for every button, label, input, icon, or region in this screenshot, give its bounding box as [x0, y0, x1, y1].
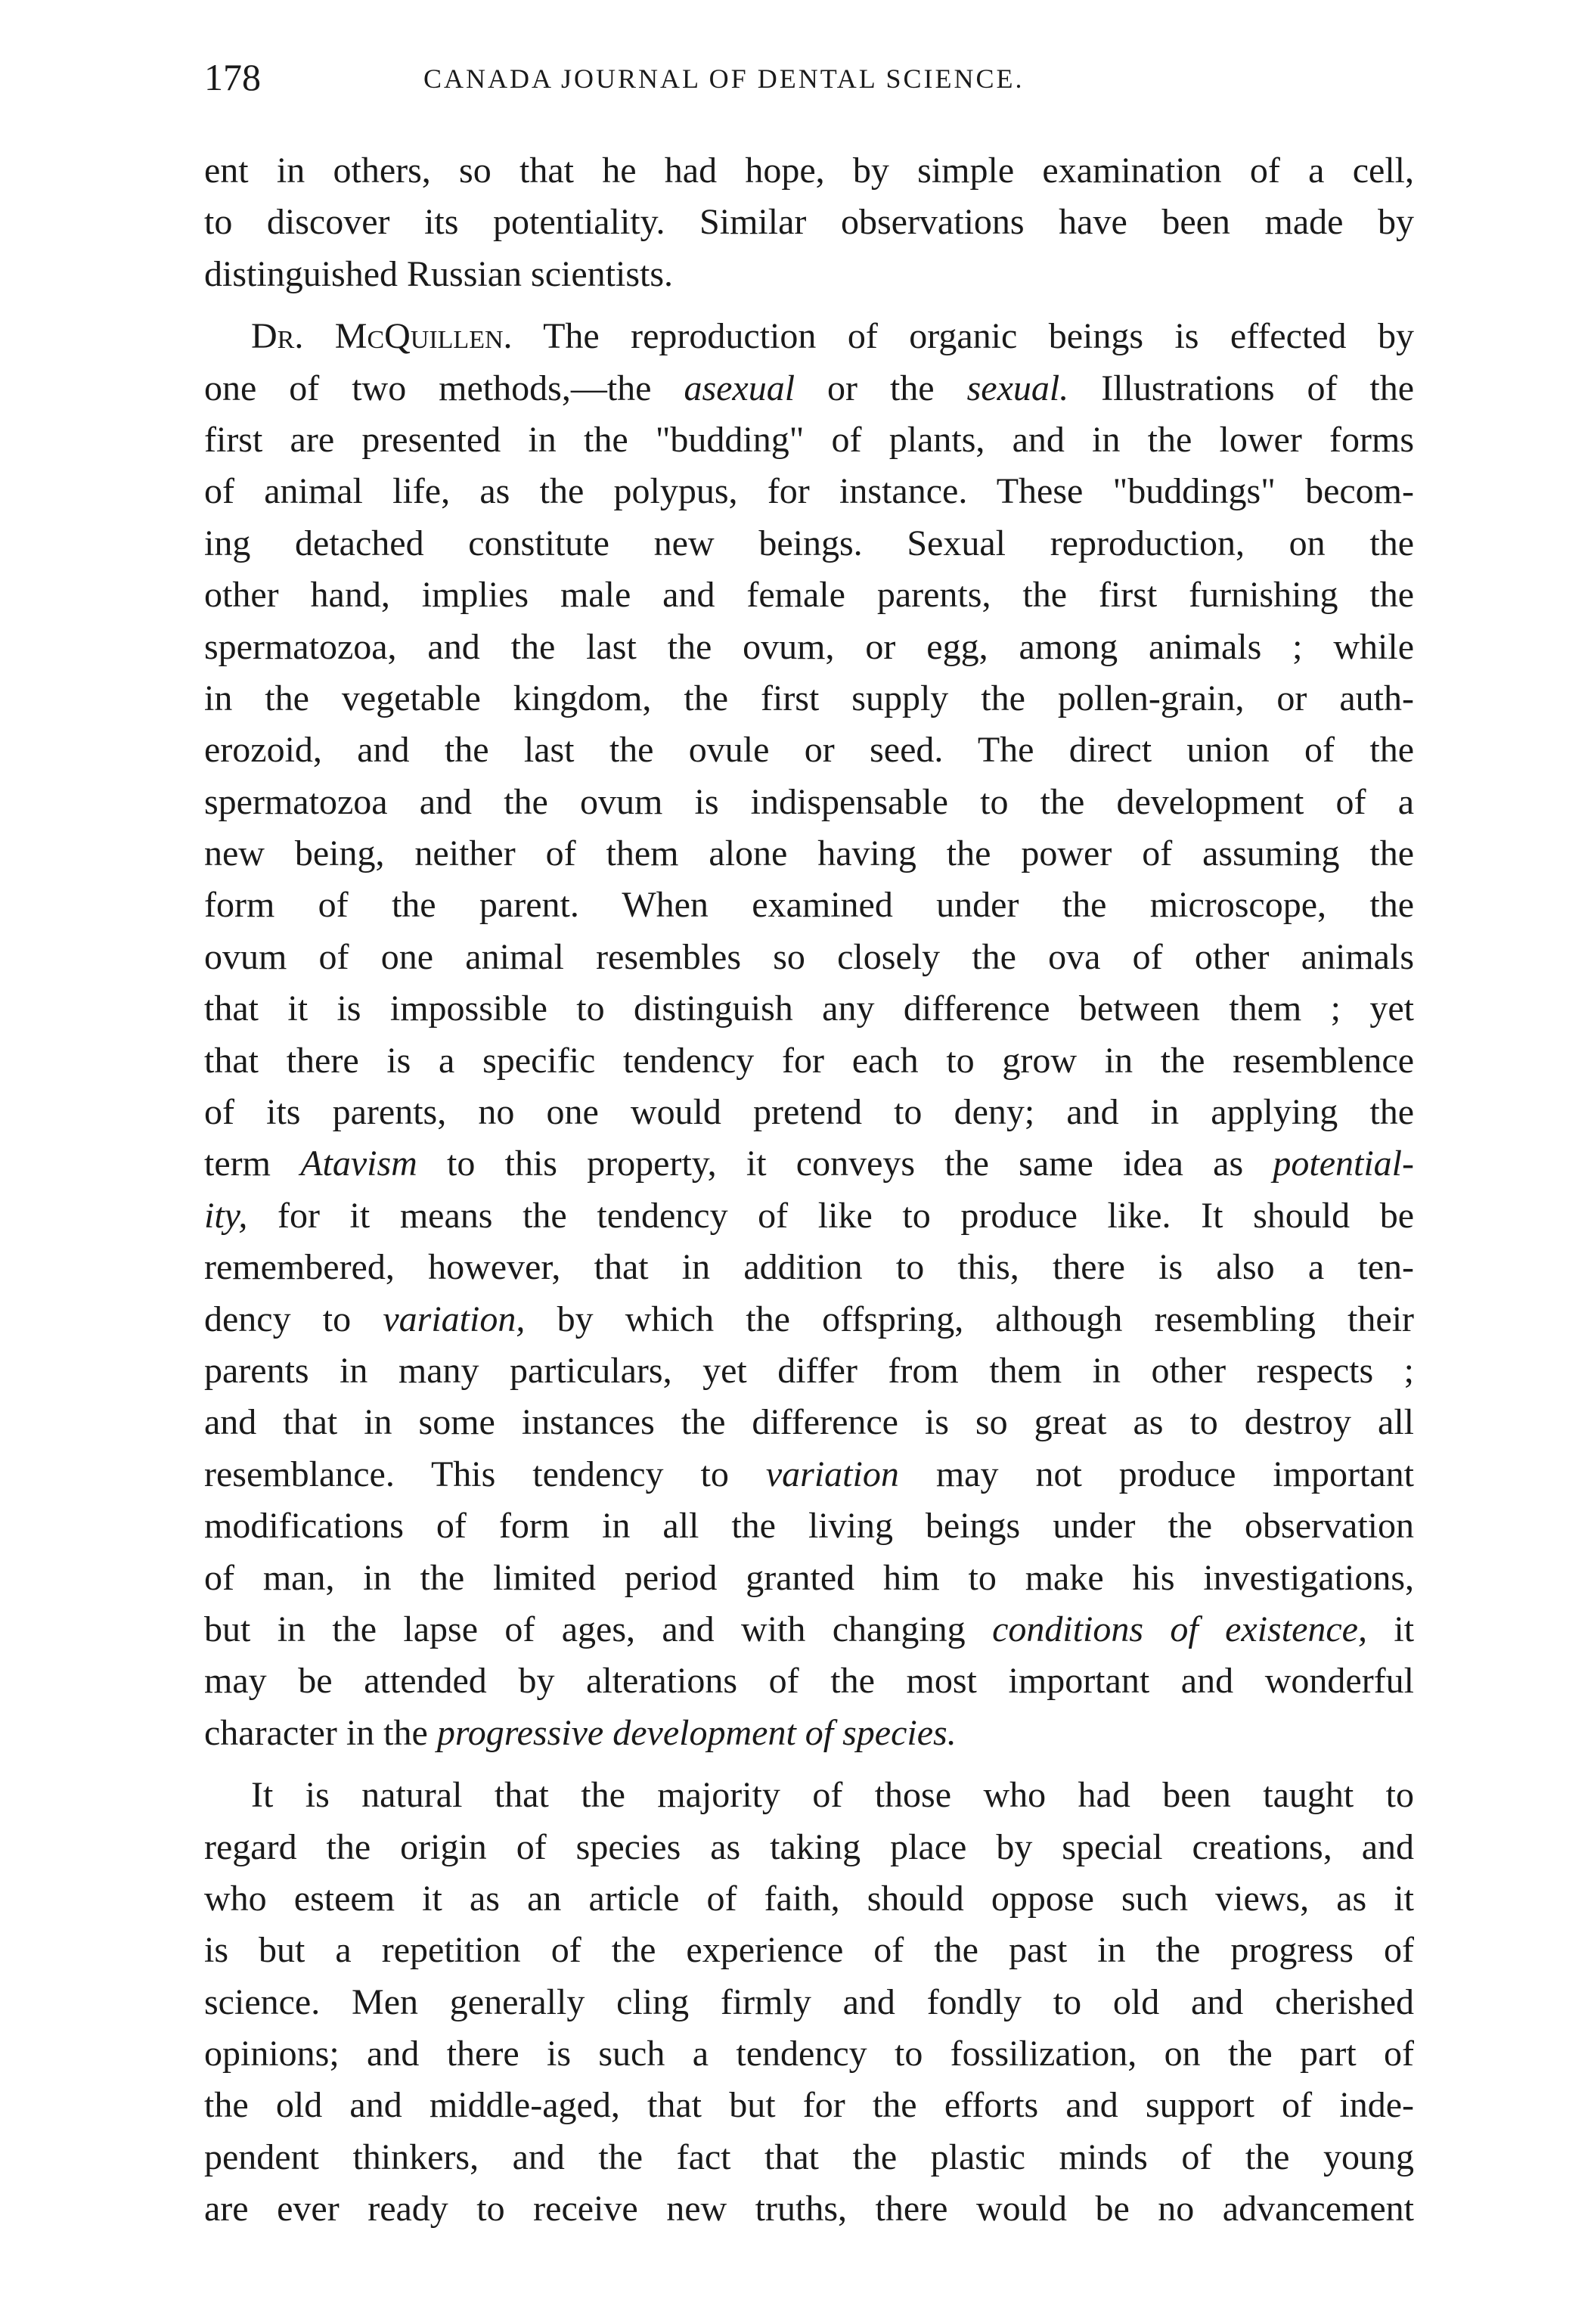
text-line: term Atavism to this property, it conveys the same idea as potential- — [204, 1143, 1414, 1184]
text-line: erozoid, and the last the ovule or seed. The direct union of the — [204, 730, 1414, 771]
italic-term: progressive development of species. — [436, 1712, 957, 1753]
text-line: that it is impossible to distinguish any difference between them ; yet — [204, 988, 1414, 1029]
italic-term: variation — [765, 1454, 899, 1494]
text-line: dency to variation, by which the offspring, although resembling their — [204, 1299, 1415, 1339]
text-line: is but a repetition of the experience of the past in the progress of — [204, 1930, 1414, 1971]
text-line: but in the lapse of ages, and with changing conditions of existence, it — [204, 1609, 1415, 1649]
italic-term: variation, — [383, 1299, 526, 1339]
paragraph — [204, 145, 1414, 300]
text-line: other hand, implies male and female parents, the first furnishing the — [204, 575, 1414, 616]
italic-term: sexual. — [966, 368, 1069, 408]
text-line: distinguished Russian scientists. — [204, 253, 674, 294]
text-line: in the vegetable kingdom, the first supply the pollen-grain, or auth- — [204, 678, 1414, 718]
text-line: regard the origin of species as taking place by special creations, and — [204, 1826, 1414, 1867]
text-line: spermatozoa, and the last the ovum, or egg, among animals ; while — [204, 626, 1414, 667]
text-line: the old and middle-aged, that but for the efforts and support of inde- — [204, 2085, 1414, 2126]
text-line: that there is a specific tendency for each to grow in the resemblence — [204, 1040, 1414, 1081]
text-line: science. Men generally cling firmly and fondly to old and cherished — [204, 1981, 1414, 2022]
text-line: parents in many particulars, yet differ from them in other respects ; — [204, 1350, 1414, 1391]
text-line: modifications of form in all the living beings under the observation — [204, 1506, 1414, 1547]
text-line: and that in some instances the difference is so great as to destroy all — [204, 1402, 1414, 1443]
text-line: form of the parent. When examined under the microscope, the — [204, 885, 1414, 926]
italic-term: conditions of existence, — [992, 1609, 1367, 1649]
italic-term: asexual — [684, 368, 795, 408]
text-line: It is natural that the majority of those who had been taught to — [251, 1775, 1414, 1816]
text-line: are ever ready to receive new truths, there would be no advancement — [204, 2189, 1414, 2229]
text-line: may be attended by alterations of the most important and wonderful — [204, 1661, 1414, 1702]
text-line: ent in others, so that he had hope, by simple examination of a cell, — [204, 150, 1414, 191]
text-line: of man, in the limited period granted him to make his investigations, — [204, 1557, 1414, 1598]
text-line: pendent thinkers, and the fact that the plastic minds of the young — [204, 2136, 1414, 2177]
text-line: of its parents, no one would pretend to deny; and in applying the — [204, 1092, 1414, 1133]
page-header — [204, 54, 1414, 100]
speaker-name: Dr. McQuillen. — [251, 316, 513, 357]
italic-term: potential- — [1273, 1143, 1414, 1184]
text-line: ovum of one animal resembles so closely the ova of other animals — [204, 936, 1414, 977]
italic-term: ity, — [204, 1195, 248, 1236]
text-line: of animal life, as the polypus, for instance. These "buddings" becom- — [204, 471, 1414, 512]
text-line: ity, for it means the tendency of like to produce like. It should be — [204, 1195, 1415, 1236]
paragraph — [204, 311, 1414, 1759]
text-line: new being, neither of them alone having the power of assuming the — [204, 833, 1414, 874]
text-line: remembered, however, that in addition to this, there is also a ten- — [204, 1247, 1414, 1288]
text-line: first are presented in the "budding" of plants, and in the lower forms — [204, 419, 1414, 460]
text-line: resemblance. This tendency to variation may not produce important — [204, 1454, 1414, 1494]
text-line: opinions; and there is such a tendency to fossilization, on the part of — [204, 2034, 1414, 2074]
text-line: ing detached constitute new beings. Sexual reproduction, on the — [204, 523, 1414, 563]
body-text — [204, 145, 1414, 2236]
page-number: 178 — [204, 56, 261, 98]
text-line: character in the progressive development of species. — [204, 1712, 957, 1753]
running-head: CANADA JOURNAL OF DENTAL SCIENCE. — [423, 64, 1025, 94]
text-line: to discover its potentiality. Similar observations have been made by — [204, 202, 1414, 243]
italic-term: Atavism — [300, 1143, 417, 1184]
text-line: who esteem it as an article of faith, should oppose such views, as it — [204, 1878, 1414, 1919]
text-line: Dr. McQuillen. The reproduction of organic beings is effected by — [251, 316, 1414, 357]
paragraph — [204, 1770, 1414, 2236]
text-line: one of two methods,—the asexual or the sexual. Illustrations of the — [204, 368, 1415, 408]
text-line: spermatozoa and the ovum is indispensable to the development of a — [204, 781, 1414, 822]
